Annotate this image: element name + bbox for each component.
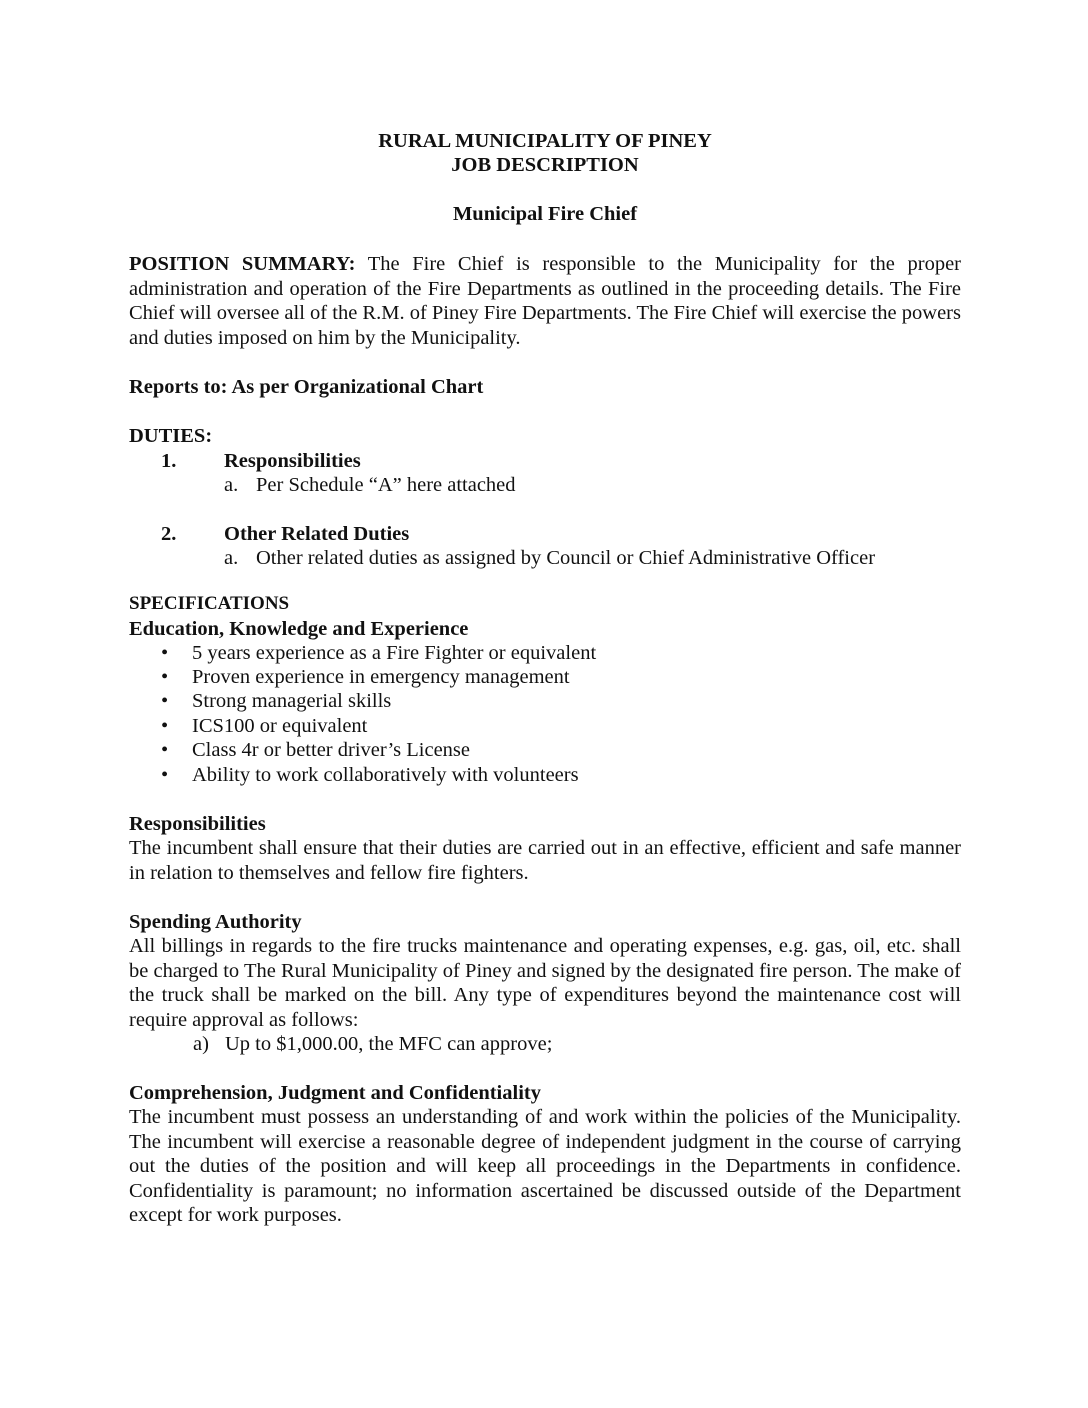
list-item-text: Class 4r or better driver’s License bbox=[192, 739, 470, 761]
position-summary-text: The Fire Chief is responsible to the Municipality for the proper administration and operation of the Fire Departments as outlined in the proceeding details. The Fire Chief will oversee all of the R.M. of Piney Fire Departments. The Fire Chief will exercise the powers and duties imposed on him by the Municipality. bbox=[129, 253, 961, 349]
list-item bbox=[161, 665, 570, 690]
responsibilities-heading: Responsibilities bbox=[129, 813, 266, 835]
header-line-1: RURAL MUNICIPALITY OF PINEY bbox=[378, 130, 712, 152]
bullet-glyph: • bbox=[161, 715, 169, 737]
list-item-text: Proven experience in emergency management bbox=[192, 666, 570, 688]
position-summary-label: POSITION SUMMARY: bbox=[129, 253, 356, 275]
duty-sub-item bbox=[224, 546, 875, 571]
duty-sub-marker: a. bbox=[224, 547, 239, 569]
specifications-subheading: Education, Knowledge and Experience bbox=[129, 618, 469, 640]
comprehension-heading: Comprehension, Judgment and Confidentiality bbox=[129, 1082, 541, 1104]
spending-limit-text: Up to $1,000.00, the MFC can approve; bbox=[225, 1033, 553, 1055]
list-item-text: Ability to work collaboratively with volunteers bbox=[192, 764, 579, 786]
bullet-glyph: • bbox=[161, 666, 169, 688]
list-item-text: 5 years experience as a Fire Fighter or equivalent bbox=[192, 642, 597, 664]
bullet-glyph: • bbox=[161, 642, 169, 664]
position-summary bbox=[129, 252, 961, 350]
list-item bbox=[161, 689, 391, 714]
list-item bbox=[161, 763, 579, 788]
duty-sub-text: Per Schedule “A” here attached bbox=[256, 474, 516, 496]
bullet-glyph: • bbox=[161, 764, 169, 786]
duty-number: 2. bbox=[161, 523, 177, 545]
bullet-glyph: • bbox=[161, 690, 169, 712]
reports-to: Reports to: As per Organizational Chart bbox=[129, 376, 484, 398]
duty-number: 1. bbox=[161, 450, 177, 472]
comprehension-text: The incumbent must possess an understanding of and work within the policies of the Municipality. The incumbent will exercise a reasonable degree of independent judgment in the course of carrying out the duties of the position and will keep all proceedings in the Departments in confidence. Confidentiality is paramount; no information ascertained be discussed outside of the Department except for work purposes. bbox=[129, 1106, 961, 1226]
spending-text: All billings in regards to the fire trucks maintenance and operating expenses, e.g. gas, oil, etc. shall be charged to The Rural Municipality of Piney and signed by the designated fire person. The make of the truck shall be marked on the bill. Any type of expenditures beyond the maintenance cost will require approval as follows: bbox=[129, 935, 961, 1031]
specifications-heading: SPECIFICATIONS bbox=[129, 593, 290, 614]
spending-limit-item bbox=[193, 1032, 552, 1057]
list-item-text: ICS100 or equivalent bbox=[192, 715, 368, 737]
duty-title: Other Related Duties bbox=[224, 523, 410, 545]
spending-limit-marker: a) bbox=[193, 1033, 209, 1055]
duty-sub-text: Other related duties as assigned by Council or Chief Administrative Officer bbox=[256, 547, 876, 569]
responsibilities-text: The incumbent shall ensure that their duties are carried out in an effective, efficient and safe manner in relation to themselves and fellow fire fighters. bbox=[129, 837, 961, 884]
duty-title: Responsibilities bbox=[224, 450, 361, 472]
list-item bbox=[161, 738, 470, 763]
bullet-glyph: • bbox=[161, 739, 169, 761]
duty-sub-item bbox=[224, 473, 516, 498]
header-line-2: JOB DESCRIPTION bbox=[451, 154, 639, 176]
duties-heading: DUTIES: bbox=[129, 425, 213, 447]
spending-heading: Spending Authority bbox=[129, 911, 302, 933]
list-item-text: Strong managerial skills bbox=[192, 690, 392, 712]
list-item bbox=[161, 641, 596, 666]
position-title: Municipal Fire Chief bbox=[452, 203, 638, 225]
list-item bbox=[161, 714, 367, 739]
duty-sub-marker: a. bbox=[224, 474, 239, 496]
